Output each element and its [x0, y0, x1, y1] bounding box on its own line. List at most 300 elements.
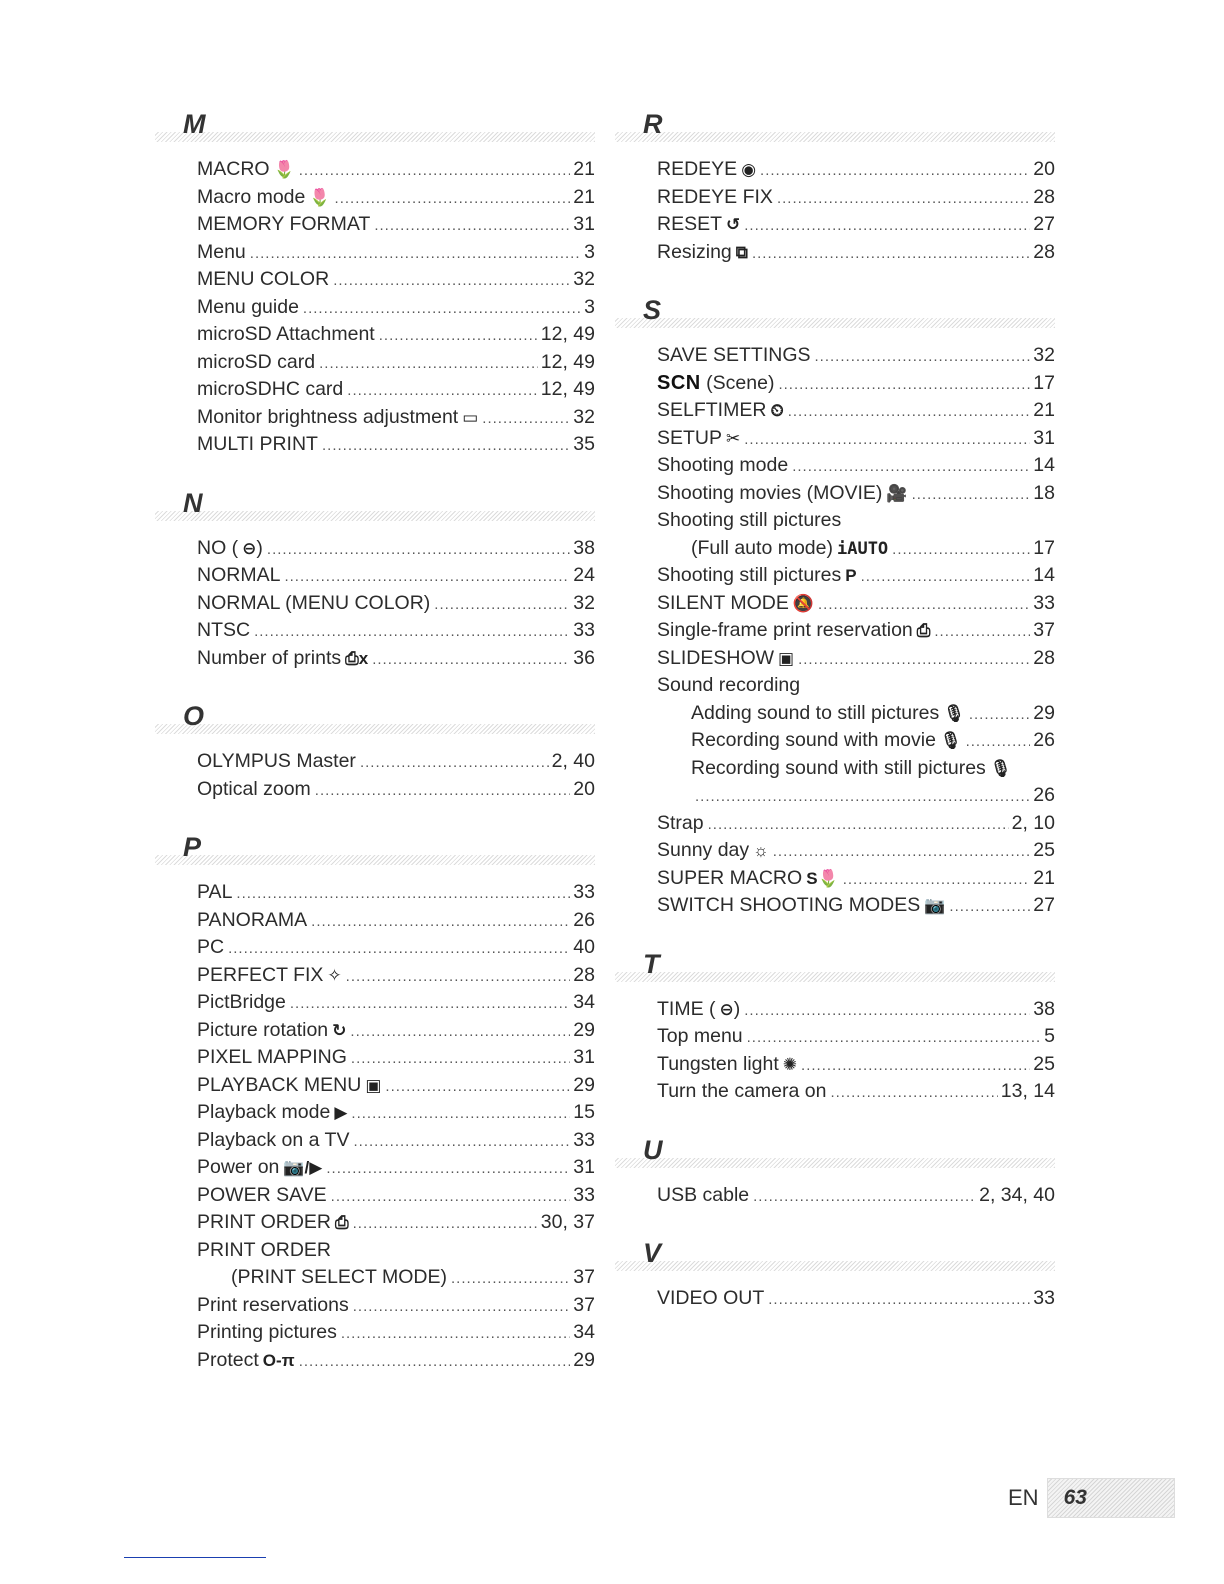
entry-page-ref: 27 — [1033, 213, 1055, 235]
dot-leader — [322, 432, 570, 460]
index-entry — [197, 1017, 595, 1045]
entry-page-ref: 40 — [573, 936, 595, 958]
entry-page-ref: 25 — [1033, 1052, 1055, 1075]
entry-term: Shooting still pictures — [657, 509, 842, 531]
entry-term: SLIDESHOW — [657, 646, 775, 669]
index-entry — [197, 294, 595, 322]
index-entry — [197, 1044, 595, 1072]
entry-page-ref: 2, 34, 40 — [979, 1183, 1055, 1206]
entry-term: MULTI PRINT — [197, 433, 318, 455]
index-entry — [197, 907, 595, 935]
entry-symbol-icon: ⎙ — [335, 1213, 349, 1232]
dot-leader — [346, 963, 571, 991]
section-header — [615, 1136, 1055, 1168]
section-S — [615, 296, 1055, 920]
section-letter: R — [643, 109, 663, 139]
entry-page-ref: 33 — [1033, 1287, 1055, 1309]
entry-page-ref: 37 — [1033, 619, 1055, 641]
entry-page-ref: 21 — [1033, 866, 1055, 889]
entry-symbol-icon: 🎙 — [989, 758, 1012, 778]
dot-leader — [760, 157, 1030, 185]
entry-term: SUPER MACRO — [657, 866, 803, 889]
entry-term: NTSC — [197, 619, 251, 641]
dot-leader — [319, 350, 538, 378]
dot-leader — [372, 646, 570, 674]
entry-term: Protect — [197, 1348, 259, 1371]
index-entry — [657, 1051, 1055, 1079]
entry-page-ref: 28 — [1033, 240, 1055, 263]
entry-symbol-icon: 🔕 — [792, 593, 815, 613]
index-entry — [197, 1264, 595, 1292]
entry-term: PictBridge — [197, 991, 286, 1013]
entry-page-ref: 21 — [573, 185, 595, 208]
index-entry — [197, 431, 595, 459]
section-letter: T — [643, 948, 660, 979]
section-M — [155, 110, 595, 459]
entry-list — [615, 996, 1055, 1106]
section-R — [615, 110, 1055, 266]
dot-leader — [331, 1183, 571, 1211]
index-entry — [197, 645, 595, 673]
section-header — [615, 950, 1055, 982]
dot-leader — [299, 1348, 571, 1376]
entry-term: SAVE SETTINGS — [657, 344, 811, 366]
index-entry — [657, 672, 1055, 700]
index-entry — [197, 1099, 595, 1127]
left-column — [155, 110, 595, 1404]
index-entry — [197, 1319, 595, 1347]
dot-leader — [788, 398, 1031, 426]
dot-leader — [353, 1293, 571, 1321]
entry-term: microSDHC card — [197, 378, 344, 400]
entry-term: NORMAL (MENU COLOR) — [197, 591, 431, 614]
dot-leader — [934, 618, 1030, 646]
dot-leader — [267, 536, 570, 564]
entry-term: TIME ( — [657, 997, 716, 1020]
dot-leader — [290, 990, 570, 1018]
language-label: EN — [1008, 1485, 1039, 1510]
index-entry — [657, 590, 1055, 618]
section-P — [155, 833, 595, 1374]
index-entry — [657, 617, 1055, 645]
index-entry — [657, 156, 1055, 184]
entry-term: NO ( — [197, 536, 239, 559]
dot-leader — [969, 701, 1030, 729]
index-entry — [197, 1237, 595, 1265]
entry-term: Menu — [197, 240, 246, 263]
entry-page-ref: 29 — [573, 1073, 595, 1096]
dot-leader — [801, 1052, 1030, 1080]
section-T — [615, 950, 1055, 1106]
entry-list — [615, 1182, 1055, 1210]
index-entry — [657, 425, 1055, 453]
entry-page-ref: 2, 10 — [1011, 811, 1055, 834]
entry-page-ref: 31 — [573, 1046, 595, 1068]
entry-term: Recording sound with still pictures — [691, 756, 986, 779]
entry-page-ref: 20 — [1033, 158, 1055, 180]
entry-term: Printing pictures — [197, 1321, 337, 1343]
entry-term: microSD card — [197, 350, 316, 373]
entry-term: Playback mode — [197, 1101, 331, 1123]
dot-leader — [815, 343, 1031, 371]
entry-page-ref: 25 — [1033, 839, 1055, 861]
index-entry — [657, 239, 1055, 267]
entry-page-ref: 29 — [573, 1348, 595, 1371]
entry-term: PANORAMA — [197, 908, 308, 931]
index-entry — [197, 349, 595, 377]
section-letter: M — [183, 109, 206, 139]
dot-leader — [798, 646, 1030, 674]
dot-leader — [315, 777, 571, 805]
dot-leader — [284, 563, 570, 591]
entry-page-ref: 12, 49 — [540, 378, 595, 400]
section-U — [615, 1136, 1055, 1210]
entry-page-ref: 14 — [1033, 564, 1055, 586]
entry-page-ref: 32 — [573, 405, 595, 428]
section-letter: U — [643, 1134, 663, 1165]
dot-leader — [818, 591, 1030, 619]
index-entry — [197, 617, 595, 645]
index-entry — [197, 376, 595, 404]
entry-term: POWER SAVE — [197, 1183, 327, 1206]
entry-symbol-icon: ⎙ — [916, 621, 931, 640]
entry-term: PRINT ORDER — [197, 1238, 331, 1261]
entry-page-ref: 32 — [573, 591, 595, 614]
index-entry — [657, 184, 1055, 212]
entry-symbol-icon: 📷/▶ — [283, 1158, 323, 1177]
entry-symbol-icon: ⧉ — [735, 242, 748, 262]
dot-leader — [351, 1045, 570, 1073]
section-O — [155, 702, 595, 803]
section-V — [615, 1239, 1055, 1313]
entry-list — [155, 748, 595, 803]
entry-page-ref: 30, 37 — [540, 1211, 595, 1233]
index-entry — [197, 404, 595, 432]
entry-page-ref: 18 — [1033, 481, 1055, 504]
entry-page-ref: 3 — [584, 295, 595, 318]
entry-page-ref: 26 — [1033, 729, 1055, 751]
entry-page-ref: 21 — [573, 158, 595, 180]
section-letter: S — [643, 295, 662, 325]
entry-list — [155, 879, 595, 1374]
index-entry — [197, 962, 595, 990]
index-entry — [657, 1285, 1055, 1313]
entry-symbol-icon: ✧ — [327, 965, 342, 985]
entry-symbol-icon: 🌷 — [309, 187, 331, 207]
entry-page-ref: 21 — [1033, 399, 1055, 421]
dot-leader — [744, 212, 1030, 240]
index-entry — [657, 535, 1055, 563]
entry-page-ref: 33 — [573, 1183, 595, 1206]
index-entry — [197, 184, 595, 212]
entry-term: Shooting mode — [657, 454, 789, 476]
entry-page-ref: 17 — [1033, 371, 1055, 394]
entry-term-suffix: ) — [733, 997, 741, 1020]
dot-leader — [843, 866, 1031, 894]
dot-leader — [350, 1018, 570, 1046]
entry-page-ref: 32 — [1033, 344, 1055, 366]
entry-term: MENU COLOR — [197, 268, 330, 290]
dot-leader — [347, 377, 538, 405]
entry-term: Resizing — [657, 240, 732, 263]
dot-leader — [773, 838, 1031, 866]
dot-leader — [385, 1073, 570, 1101]
index-entry — [197, 321, 595, 349]
section-header — [615, 1239, 1055, 1271]
entry-list — [615, 1285, 1055, 1313]
entry-page-ref: 24 — [573, 564, 595, 586]
entry-symbol-icon: ▣ — [778, 648, 795, 668]
entry-page-ref: 33 — [573, 619, 595, 641]
entry-term: VIDEO OUT — [657, 1287, 765, 1309]
index-entry — [657, 782, 1055, 810]
dot-leader — [236, 880, 570, 908]
entry-symbol-icon: ▭ — [462, 407, 479, 427]
dot-leader — [747, 1024, 1042, 1052]
entry-symbol-icon: ↻ — [332, 1020, 347, 1040]
entry-term: SELFTIMER — [657, 399, 767, 421]
section-letter: O — [183, 701, 205, 731]
entry-page-ref: 28 — [1033, 185, 1055, 208]
entry-symbol-icon: 🎙 — [939, 731, 962, 750]
entry-page-ref: 31 — [573, 213, 595, 235]
entry-term: Print reservations — [197, 1293, 349, 1316]
entry-page-ref: 12, 49 — [540, 323, 595, 345]
entry-page-ref: 26 — [1033, 784, 1055, 806]
dot-leader — [482, 405, 570, 433]
index-entry — [657, 996, 1055, 1024]
entry-term: Strap — [657, 811, 704, 834]
entry-page-ref: 17 — [1033, 536, 1055, 559]
dot-leader — [861, 563, 1031, 591]
dot-leader — [353, 1128, 570, 1156]
section-letter: P — [183, 832, 202, 862]
entry-page-ref: 35 — [573, 433, 595, 455]
dot-leader — [708, 811, 1009, 839]
page-footer — [1008, 1478, 1175, 1518]
entry-page-ref: 28 — [573, 963, 595, 986]
entry-symbol-icon: ✂ — [726, 428, 741, 448]
index-entry — [657, 865, 1055, 893]
dot-leader — [768, 1286, 1030, 1314]
page-number: 63 — [1047, 1478, 1175, 1518]
entry-page-ref: 33 — [573, 1128, 595, 1151]
entry-page-ref: 34 — [573, 1321, 595, 1343]
entry-symbol-icon: 🌷 — [273, 160, 295, 179]
entry-term: (PRINT SELECT MODE) — [231, 1266, 447, 1288]
entry-term: Picture rotation — [197, 1018, 329, 1041]
dot-leader — [379, 322, 538, 350]
index-entry — [197, 748, 595, 776]
dot-leader — [353, 1210, 538, 1238]
index-entry — [657, 562, 1055, 590]
dot-leader — [777, 185, 1030, 213]
entry-term: Menu guide — [197, 295, 299, 318]
dot-leader — [311, 908, 570, 936]
entry-term: OLYMPUS Master — [197, 750, 356, 772]
entry-term: PERFECT FIX — [197, 963, 324, 986]
entry-symbol-icon: P — [845, 566, 857, 585]
index-entry — [197, 562, 595, 590]
entry-term: PIXEL MAPPING — [197, 1046, 347, 1068]
entry-list — [615, 342, 1055, 920]
section-letter: V — [643, 1238, 662, 1268]
entry-term: microSD Attachment — [197, 323, 375, 345]
entry-page-ref: 33 — [1033, 591, 1055, 614]
entry-term: PAL — [197, 881, 233, 903]
entry-term: SETUP — [657, 426, 723, 449]
index-entry — [657, 1078, 1055, 1106]
entry-page-ref: 38 — [573, 536, 595, 559]
entry-list — [155, 156, 595, 459]
entry-symbol-icon: ⊖ — [242, 538, 257, 558]
entry-page-ref: 29 — [573, 1018, 595, 1041]
dot-leader — [335, 185, 571, 213]
index-entry — [657, 480, 1055, 508]
entry-symbol-icon: S🌷 — [806, 868, 839, 888]
entry-page-ref: 34 — [573, 991, 595, 1013]
dot-leader — [912, 481, 1031, 509]
section-header — [155, 833, 595, 865]
index-entry — [657, 810, 1055, 838]
entry-term: REDEYE FIX — [657, 185, 773, 208]
dot-leader — [451, 1265, 570, 1293]
entry-term: Adding sound to still pictures — [691, 701, 940, 724]
entry-symbol-icon: ↺ — [726, 215, 741, 234]
entry-page-ref: 13, 14 — [1000, 1080, 1055, 1102]
entry-page-ref: 3 — [584, 240, 595, 263]
entry-term: Monitor brightness adjustment — [197, 405, 459, 428]
dot-leader — [299, 157, 571, 185]
entry-term: PC — [197, 936, 225, 958]
entry-page-ref: 31 — [573, 1156, 595, 1178]
footnote-divider — [124, 1557, 266, 1558]
entry-term: Sunny day — [657, 839, 750, 861]
entry-term: Playback on a TV — [197, 1128, 350, 1151]
dot-leader — [434, 591, 570, 619]
entry-term: MEMORY FORMAT — [197, 213, 371, 235]
entry-term: Number of prints — [197, 646, 342, 669]
dot-leader — [830, 1079, 997, 1107]
index-entry — [657, 342, 1055, 370]
section-header — [155, 702, 595, 734]
dot-leader — [326, 1155, 570, 1183]
entry-symbol-icon: ✺ — [782, 1054, 798, 1074]
entry-symbol-icon: 🎥 — [886, 483, 908, 503]
dot-leader — [778, 371, 1030, 399]
dot-leader — [752, 240, 1030, 268]
dot-leader — [333, 267, 570, 295]
entry-term-suffix: ) — [256, 536, 263, 559]
index-entry — [657, 1182, 1055, 1210]
section-N — [155, 489, 595, 673]
section-header — [615, 110, 1055, 142]
index-entry — [657, 397, 1055, 425]
entry-term: NORMAL — [197, 564, 281, 586]
index-entry — [657, 700, 1055, 728]
entry-term: USB cable — [657, 1183, 750, 1206]
index-entry — [657, 727, 1055, 755]
entry-symbol-icon: ▶ — [334, 1103, 348, 1122]
entry-page-ref: 20 — [573, 777, 595, 800]
dot-leader — [351, 1100, 570, 1128]
entry-term: PLAYBACK MENU — [197, 1073, 362, 1096]
entry-page-ref: 27 — [1033, 894, 1055, 916]
section-header — [155, 489, 595, 521]
index-entry — [197, 211, 595, 239]
section-header — [615, 296, 1055, 328]
entry-list — [155, 535, 595, 673]
dot-leader — [744, 426, 1030, 454]
dot-leader — [744, 997, 1030, 1025]
entry-term: Tungsten light — [657, 1052, 779, 1075]
index-entry — [197, 1072, 595, 1100]
entry-symbol-icon: ☼ — [753, 841, 769, 860]
entry-symbol-icon: ▣ — [365, 1075, 382, 1095]
entry-term: Shooting still pictures — [657, 564, 842, 586]
entry-page-ref: 38 — [1033, 997, 1055, 1020]
entry-term: (Scene) — [706, 371, 775, 394]
right-column — [615, 110, 1055, 1343]
index-entry — [657, 370, 1055, 398]
entry-page-ref: 31 — [1033, 426, 1055, 449]
entry-page-ref: 14 — [1033, 454, 1055, 476]
entry-page-ref: 36 — [573, 646, 595, 669]
index-entry — [657, 892, 1055, 920]
dot-leader — [753, 1183, 976, 1211]
index-entry — [657, 755, 1055, 783]
index-entry — [657, 645, 1055, 673]
index-entry — [197, 156, 595, 184]
section-header — [155, 110, 595, 142]
dot-leader — [374, 212, 570, 240]
entry-term: PRINT ORDER — [197, 1211, 331, 1233]
entry-term: Shooting movies (MOVIE) — [657, 481, 883, 504]
index-entry — [197, 934, 595, 962]
entry-term: MACRO — [197, 158, 270, 180]
entry-term: Turn the camera on — [657, 1080, 827, 1102]
scene-mode-icon: SCN — [657, 371, 701, 394]
entry-term: Recording sound with movie — [691, 729, 936, 751]
entry-term: SILENT MODE — [657, 591, 789, 614]
index-entry — [197, 989, 595, 1017]
dot-leader — [250, 240, 581, 268]
index-entry — [197, 1154, 595, 1182]
entry-symbol-icon: ◉ — [741, 160, 757, 179]
entry-term: Power on — [197, 1156, 280, 1178]
index-entry — [657, 211, 1055, 239]
entry-symbol-icon: ⏲ — [770, 401, 784, 420]
index-entry — [197, 239, 595, 267]
dot-leader — [228, 935, 570, 963]
index-entry — [197, 266, 595, 294]
index-entry — [197, 535, 595, 563]
entry-list — [615, 156, 1055, 266]
entry-term: Sound recording — [657, 674, 801, 696]
entry-symbol-icon: ⊖ — [719, 999, 734, 1019]
dot-leader — [949, 893, 1030, 921]
entry-page-ref: 15 — [573, 1101, 595, 1123]
index-entry — [197, 1209, 595, 1237]
dot-leader — [792, 453, 1030, 481]
index-entry — [657, 837, 1055, 865]
index-entry — [657, 507, 1055, 535]
entry-page-ref: 28 — [1033, 646, 1055, 669]
dot-leader — [966, 728, 1031, 756]
entry-page-ref: 5 — [1044, 1025, 1055, 1047]
entry-page-ref: 33 — [573, 881, 595, 903]
index-entry — [197, 1127, 595, 1155]
